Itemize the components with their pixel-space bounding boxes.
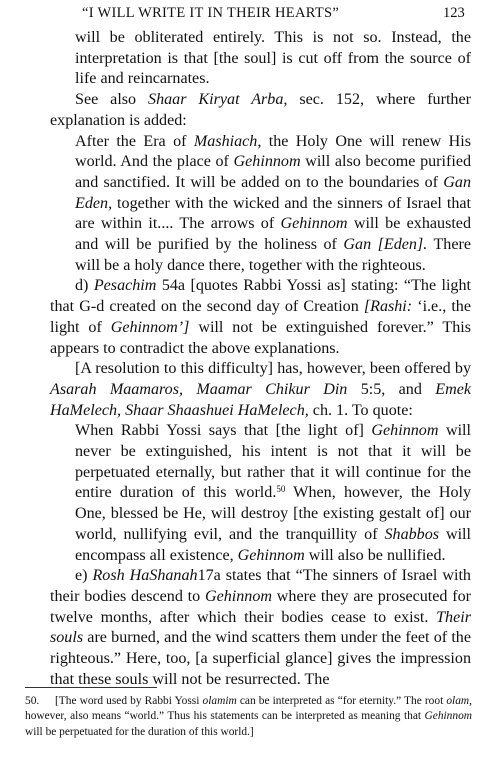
paragraph-text-run: ch. 1. To quote:	[308, 401, 413, 419]
paragraph-text-run: 54a [quotes Rabbi Yossi as] stating: “The light that G-d created on the second day of Creation	[50, 277, 472, 316]
paragraph-text-run: sec. 152, where further explanation is added:	[50, 91, 471, 129]
paragraph-text-run: ‘i.e., the light of	[50, 298, 471, 336]
paragraph-text-run: will also be nullified.	[304, 546, 446, 564]
footnote	[25, 694, 472, 740]
block-quote-paragraph	[50, 132, 471, 277]
paragraph-text-run: will not be extinguished forever.” This appears to contradict the above explanations.	[50, 318, 471, 357]
paragraph-text-run: together with the wicked and the sinners of Israel that are within it.... The arrows of	[75, 194, 471, 233]
paragraph-text-run: will be obliterated entirely. This is not so. Instead, the interpretation is that [the soul] is cut off from the source of life and reincarnates.	[75, 29, 471, 88]
paragraph-italic-run: Gehinnom	[233, 153, 301, 171]
footnote-text-run: [The word used by Rabbi Yossi	[55, 695, 203, 707]
paragraph-text-run: 17a states that “The sinners of Israel with their bodies descend to	[50, 567, 471, 605]
footnote-number: 50.	[25, 695, 40, 707]
footnote-reference: 50	[276, 484, 286, 495]
paragraph-text-run: will encompass all existence,	[75, 525, 471, 564]
main-text	[50, 28, 471, 691]
paragraph-italic-run: Gan Eden,	[75, 173, 471, 212]
footnote-text-run: can be interpreted as “for eternity.” The root	[236, 695, 447, 707]
paragraph-text-run: will be exhausted and will be purified by the holiness of	[75, 215, 471, 254]
block-quote-paragraph	[50, 28, 471, 90]
paragraph-text-run: [A resolution to this difficulty] has, however, been offered by	[75, 360, 471, 378]
paragraph-italic-run: Gehinnom	[204, 587, 272, 605]
footnote-text-run: will be perpetuated for the duration of this world.]	[25, 725, 254, 738]
footnote-italic-run: Gehinnom	[424, 710, 472, 723]
paragraph	[50, 90, 471, 131]
running-head	[0, 5, 500, 27]
paragraph	[50, 359, 471, 421]
footnote-italic-run: olam,	[446, 695, 472, 707]
paragraph-text-run: e)	[75, 567, 93, 585]
block-quote-paragraph	[50, 421, 471, 566]
footnote-text	[25, 695, 472, 738]
paragraph	[50, 566, 471, 690]
paragraph	[50, 276, 471, 359]
footnote-divider	[25, 687, 157, 688]
footnote-italic-run: olamim	[202, 695, 237, 707]
paragraph-italic-run: Gehinnom	[237, 546, 305, 564]
paragraph-italic-run: Shabbos	[384, 525, 440, 543]
paragraph-text-run: When, however, the Holy One, blessed be He, will destroy [the existing gestalt of] our world, nullifying evil, and the tranquillity of	[75, 484, 472, 543]
page-number: 123	[443, 5, 465, 21]
paragraph-text-run: will also become purified and sanctified. It will be added on to the boundaries of	[75, 153, 472, 191]
paragraph-italic-run: Shaar Kiryat Arba,	[148, 91, 288, 109]
paragraph-text-run: When Rabbi Yossi says that [the light of]	[75, 422, 372, 440]
paragraph-italic-run: Gehinnom	[280, 215, 348, 233]
paragraph-text-run: are burned, and the wind scatters them under the feet of the righteous.” Here, too, [a superficial glance] gives the impression that these souls will not be resurrected. The	[50, 629, 471, 688]
paragraph-italic-run: Gehinnom	[371, 422, 439, 440]
paragraph-italic-run: Gehinnom’]	[110, 318, 190, 336]
paragraph-text-run: the Holy One will renew His world. And the place of	[75, 132, 472, 171]
paragraph-italic-run: Rosh HaShanah	[92, 567, 198, 585]
paragraph-text-run: There will be a holy dance there, together with the righteous.	[75, 236, 471, 274]
paragraph-italic-run: Mashiach,	[193, 132, 262, 150]
paragraph-text-run: will never be extinguished, his intent is not that it will be perpetuated eternally, but rather that it will continue for the entire duration of this world.	[75, 422, 471, 502]
running-title: “I WILL WRITE IT IN THEIR HEARTS”	[82, 5, 340, 21]
paragraph-italic-run: Emek HaMelech, Shaar Shaashuei HaMelech,	[50, 380, 471, 419]
paragraph-text-run: d)	[75, 277, 94, 295]
paragraph-italic-run: Pesachim	[93, 277, 157, 295]
paragraph-text-run: See also	[75, 91, 149, 109]
footnote-text-run: however, also means “world.” Thus his statements can be interpreted as meaning that	[25, 710, 425, 723]
paragraph-italic-run: [Rashi:	[363, 298, 413, 316]
paragraph-text-run: After the Era of	[75, 132, 194, 150]
paragraph-text-run: 5:5, and	[347, 380, 436, 398]
paragraph-text-run: where they are prosecuted for twelve months, after which their bodies cease to exist.	[50, 587, 471, 626]
paragraph-italic-run: Asarah Maamaros, Maamar Chikur Din	[50, 380, 348, 398]
paragraph-italic-run: Gan [Eden].	[343, 236, 428, 254]
paragraph-italic-run: Their souls	[50, 608, 471, 647]
